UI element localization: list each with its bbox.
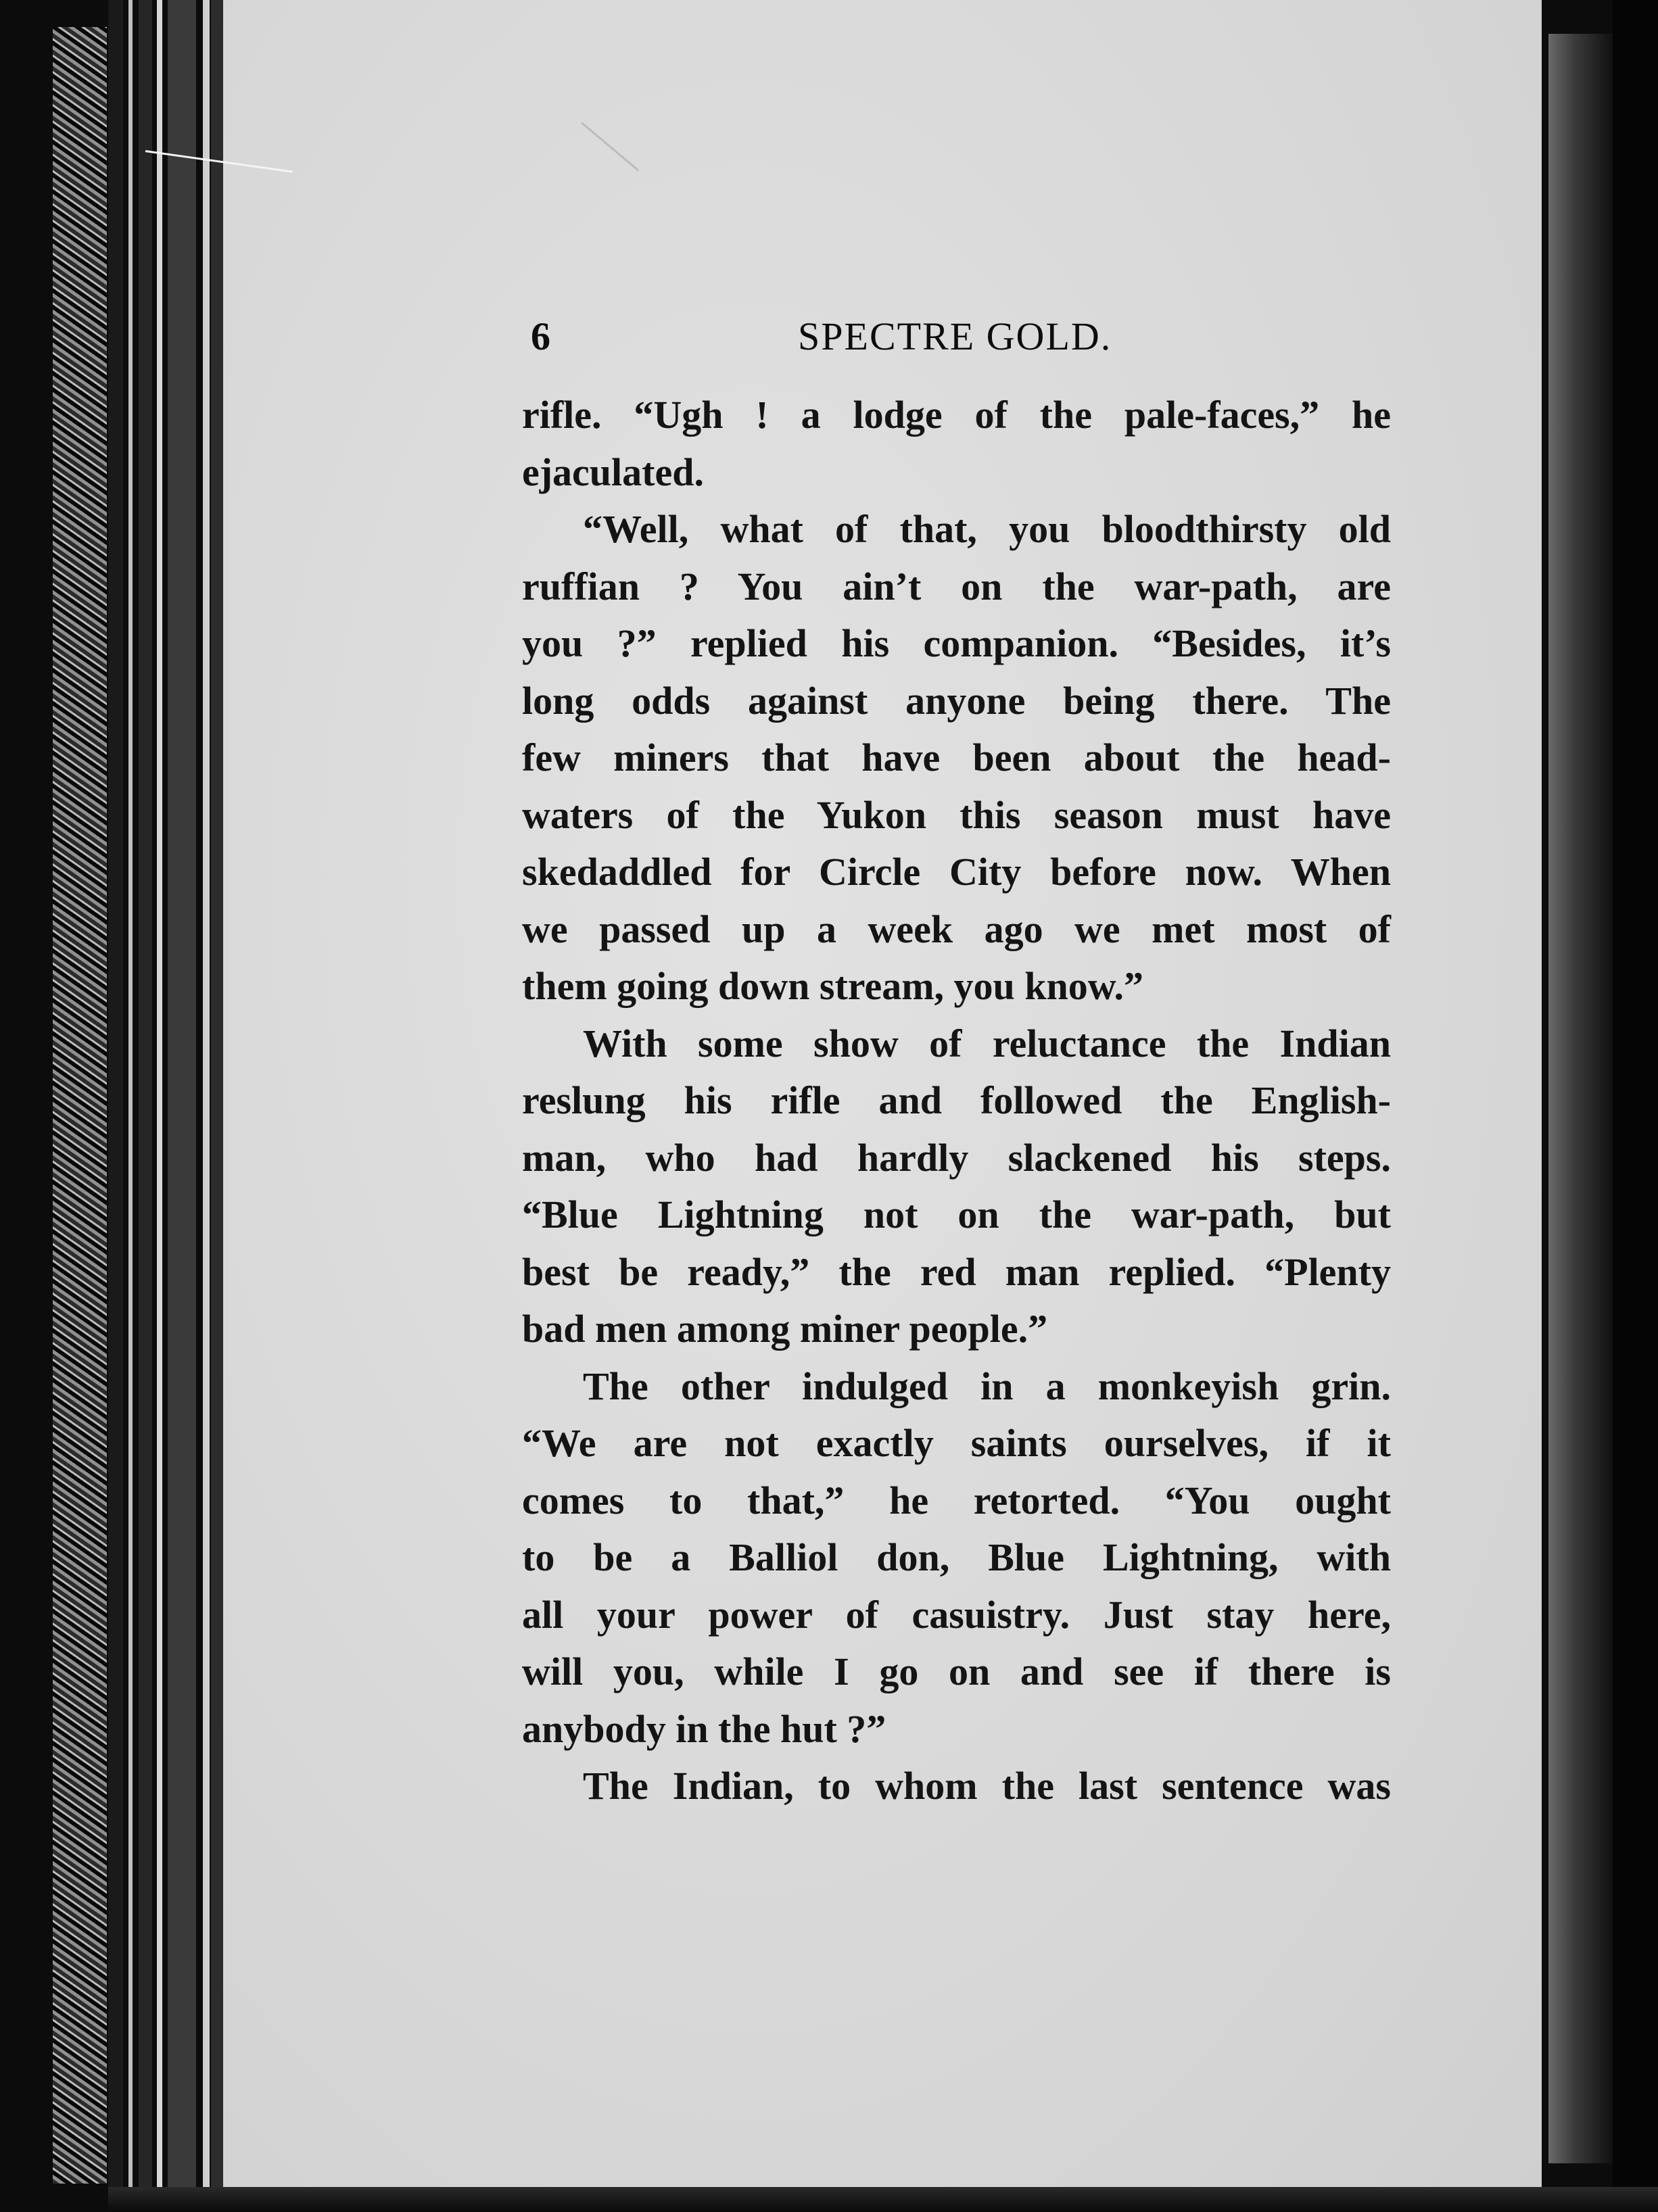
text-line: them going down stream, you know.”: [522, 964, 1143, 1008]
text-line: “Well, what of that, you bloodthirsty old: [583, 507, 1391, 551]
page-number: 6: [531, 314, 550, 358]
text-line: The other indulged in a monkeyish grin.: [583, 1364, 1391, 1408]
binding-edge: [108, 0, 123, 2212]
binding-edge: [139, 0, 152, 2212]
text-line: anybody in the hut ?”: [522, 1706, 886, 1751]
text-line: “Blue Lightning not on the war-path, but: [522, 1193, 1391, 1236]
text-line: skedaddled for Circle City before now. When: [522, 850, 1391, 894]
text-line: With some show of reluctance the Indian: [583, 1021, 1391, 1065]
right-edge: [1613, 0, 1658, 2212]
running-head: [531, 310, 1383, 364]
text-line: waters of the Yukon this season must have: [522, 792, 1391, 837]
bottom-edge: [108, 2187, 1658, 2212]
text-line: best be ready,” the red man replied. “Plenty: [522, 1249, 1391, 1294]
binding-line: [157, 0, 162, 2212]
marbled-spine: [53, 27, 107, 2184]
binding-line: [128, 0, 133, 2212]
book-title: SPECTRE GOLD.: [798, 314, 1112, 358]
text-line: ruffian ? You ain’t on the war-path, are: [522, 564, 1391, 608]
text-line: comes to that,” he retorted. “You ought: [522, 1478, 1391, 1522]
text-line: you ?” replied his companion. “Besides, it’s: [522, 621, 1391, 665]
text-line: few miners that have been about the head-: [522, 736, 1391, 779]
text-line: all your power of casuistry. Just stay here,: [522, 1592, 1391, 1637]
text-line: “We are not exactly saints ourselves, if it: [522, 1421, 1391, 1465]
text-line: rifle. “Ugh ! a lodge of the pale-faces,” he: [522, 393, 1391, 437]
text-line: bad men among miner people.”: [522, 1307, 1048, 1351]
binding-edge: [211, 0, 223, 2212]
right-page-shadow: [1548, 34, 1613, 2163]
text-line: reslung his rifle and followed the English-: [522, 1078, 1391, 1122]
binding-edge: [168, 0, 196, 2212]
body-text: [522, 387, 1391, 1815]
text-line: will you, while I go on and see if there is: [522, 1650, 1391, 1693]
text-line: we passed up a week ago we met most of: [522, 907, 1391, 951]
text-line: ejaculated.: [522, 450, 704, 494]
binding-line: [203, 0, 210, 2212]
text-line: to be a Balliol don, Blue Lightning, with: [522, 1535, 1391, 1579]
text-line: long odds against anyone being there. The: [522, 678, 1391, 723]
text-line: man, who had hardly slackened his steps.: [522, 1135, 1391, 1180]
text-line: The Indian, to whom the last sentence was: [583, 1764, 1391, 1808]
